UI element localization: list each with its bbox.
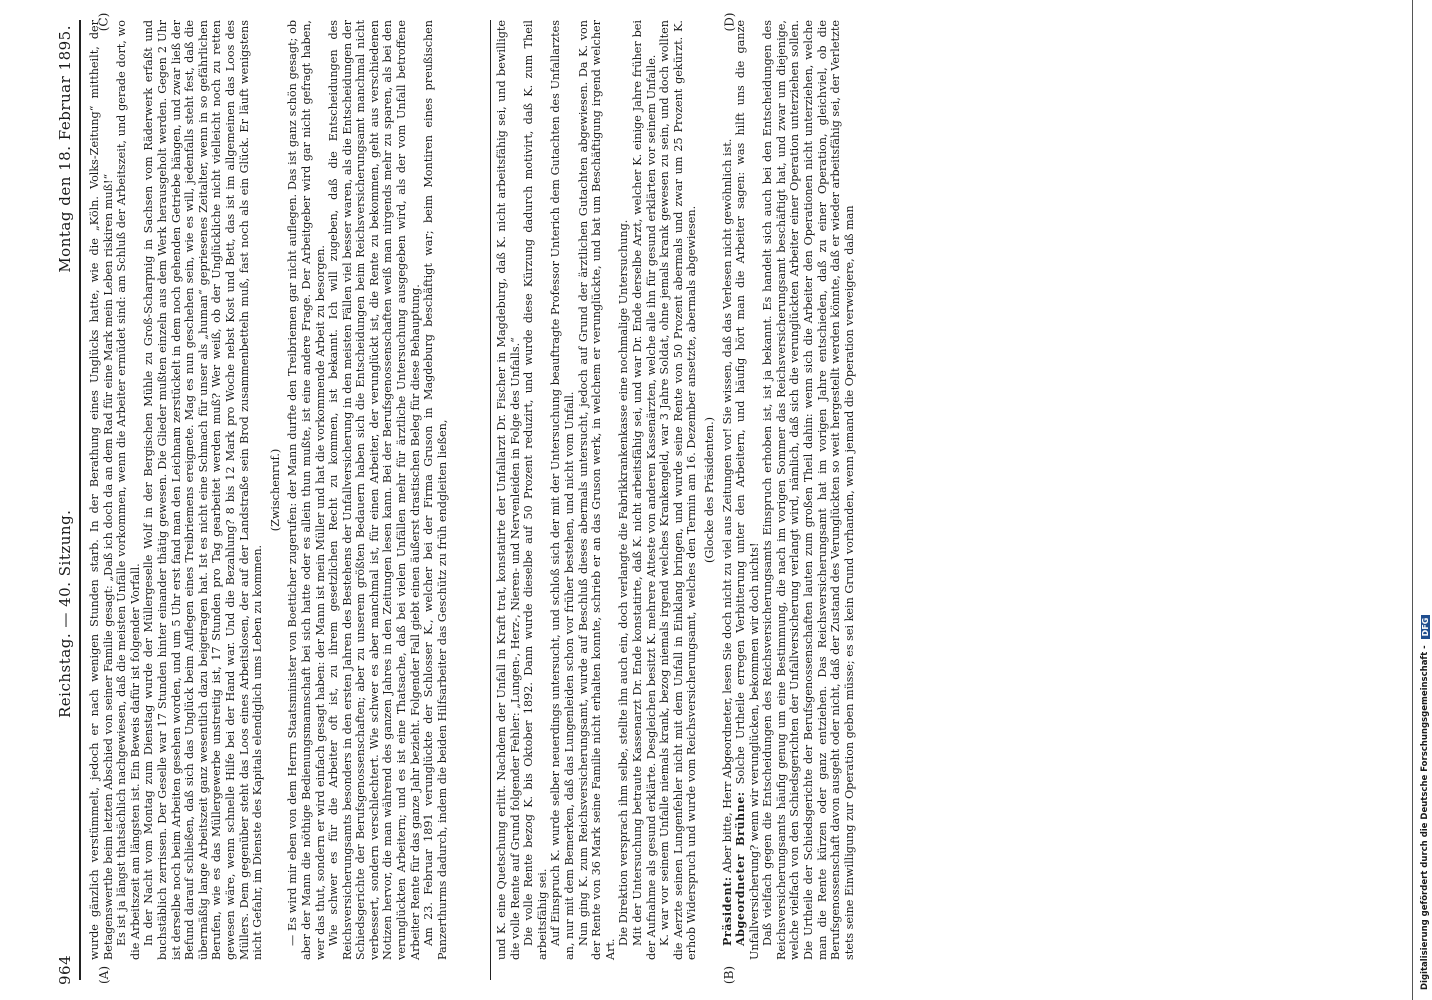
page-edge-rule bbox=[1412, 0, 1413, 1000]
paragraph: — Es wird mir eben von dem Herrn Staatsminister von Boetticher zugerufen: der Mann durfte den Treibriemen gar nicht auflegen. Das ist ganz schön gesagt; ob aber der Mann die nöthige Bedienungsmannschaft bei sich hatte oder es allein thun mußte, ist eine andere Frage. Der Arbeitgeber wird gar nicht gefragt haben, wer das thut, sondern er wird einfach gesagt haben: der Mann ist mein Müller und hat die vorkommende Arbeit zu besorgen. bbox=[286, 20, 327, 960]
paragraph: In der Nacht vom Montag zum Dienstag wurde der Müllergeselle Wolf in der Bergischen Mühle zu Groß-Scharpnig in Sachsen vom Räderwerk erfaßt und buchstäblich zerrissen. Der Geselle war 17 Stunden hinter einander thätig gewesen. Die Glieder mußten einzeln aus dem Werk herausgeholt werden. Gegen 2 Uhr ist derselbe noch beim Arbeiten gesehen worden, und um 5 Uhr erst fand man den Leichnam zerstückelt in dem noch gehenden Getriebe hängen, und zwar ließ der Befund darauf schließen, daß sich das Unglück beim Auflegen eines Treibriemens ereignete. Mag es nun geschehen sein, wie es will, jedenfalls steht fest, daß die übermäßig lange Arbeitszeit ganz wesentlich dazu beigetragen hat. Ist es nicht eine Schmach für unser als „human“ gepriesenes Zeitalter, wenn in so gefährlichen Berufen, wie es das Müllergewerbe unstreitig ist, 17 Stunden pro Tag gearbeitet werden muß? Wer weiß, ob der Unglückliche nicht vielleicht noch zu retten gewesen wäre, wenn schnelle Hilfe bei der Hand war. Und die Bezahlung? 8 bis 12 Mark pro Woche nebst Kost und Bett, das ist im allgemeinen das Loos des Müllers. Dem gegenüber steht das Loos eines Arbeitslosen, der auf der Landstraße sein Brod zusammenbetteln muß, fast noch als ein Glück. Er läuft wenigstens nicht Gefahr, im Dienste des Kapitals elendiglich ums Leben zu kommen. bbox=[142, 20, 265, 960]
margin-marker-a: (A) bbox=[97, 965, 112, 985]
speaker-president: Präsident: bbox=[719, 876, 734, 946]
president-bell-note: (Glocke des Präsidenten.) bbox=[702, 417, 716, 564]
paragraph: Die volle Rente bezog K. bis Oktober 1892. Dann wurde dieselbe auf 50 Prozent reduzirt, und wurde diese Kürzung dadurch motivirt, daß K. zum Theil arbeitsfähig sei. bbox=[522, 20, 549, 960]
speaker-bruehne: Abgeordneter Brühne: bbox=[733, 791, 748, 946]
paragraph: K. war vor seinem Unfalle niemals krank, bezog niemals irgend welches Krankengeld, war 3 Jahre Soldat, ohne jemals krank gewesen zu sein, und doch wollten die Aerzte seinen Lungenfehler nicht mit dem Unfall in Einklang bringen, und wurde seine Rente von 50 Prozent abermals und zwar um 25 Prozent gekürzt. K. erhob Widerspruch und wurde vom Reichsversicherungsamt, welches den Termin am 16. Dezember ansetzte, abermals abgewiesen. bbox=[658, 20, 699, 960]
text-column-left bbox=[88, 20, 486, 960]
header-rule bbox=[79, 20, 81, 980]
digitization-credit bbox=[1418, 10, 1432, 990]
paragraph: Auf Einspruch K. wurde selber neuerdings untersucht, und schloß sich der mit der Untersuchung beauftragte Professor Unterich dem Gutachten des Unfallarztes an, nur mit dem Bemerken, daß das Lungenleiden schon vor früher bestehen, und nicht vom Unfall. bbox=[549, 20, 576, 960]
president-remark bbox=[721, 20, 735, 960]
session-title: Reichstag. — 40. Sitzung. bbox=[56, 509, 74, 718]
speaker-text: Solche Urtheile erregen Verbitterung unter den Arbeitern, und häufig hört man die Arbeiter sagen: was hilft uns die ganze Unfallversicherung? wenn wir verunglücken, bekommen wir doch nichts! bbox=[734, 20, 761, 960]
paragraph: wurde gänzlich verstümmelt, jedoch er nach wenigen Stunden starb. In der Berathung eines Unglücks hatte, wie die „Köln. Volks-Zeitung“ mittheilt, der Betagenswerthe beim letzten Abschied von seiner Familie gesagt: „Daß ich doch da an dem Rad für eine Mark mein Leben riskiren muß!“ bbox=[88, 20, 115, 960]
paragraph: Nun ging K. zum Reichsversicherungsamt, wurde auf Beschluß dieses abermals untersucht, jedoch auf Grund der ärztlichen Gutachten abgewiesen. Da K. von der Rente von 36 Mark seine Familie nicht erhalten konnte, schrieb er an das Gruson werk, in welchem er verunglückte, und bat um Beschäftigung irgend welcher Art. bbox=[576, 20, 617, 960]
session-date: Montag den 18. Februar 1895. bbox=[56, 25, 74, 273]
paragraph: Es ist ja längst thatsächlich nachgewiesen, daß die meisten Unfälle vorkommen, wenn die Arbeiter ermüdet sind: am Schluß der Arbeitszeit, und gerade dort, wo die Arbeitszeit am längsten ist. Ein Beweis dafür ist folgender Vorfall. bbox=[115, 20, 142, 960]
credit-text: Digitalisierung gefördert durch die Deutsche Forschungsgemeinschaft - bbox=[1420, 645, 1430, 990]
paragraph: Am 23. Februar 1891 verunglückte der Schlosser K., welcher bei der Firma Gruson in Magdeburg beschäftigt war; beim Montiren eines preußischen Panzerthurms dadurch, indem die beiden Hilfsarbeiter das Geschütz zu früh endgleiten ließen, bbox=[422, 20, 449, 960]
margin-marker-c: (C) bbox=[96, 12, 111, 32]
margin-marker-b: (B) bbox=[722, 965, 737, 985]
dfg-logo: DFG bbox=[1421, 615, 1430, 640]
running-header bbox=[52, 25, 78, 985]
interjection-note: (Zwischenruf.) bbox=[268, 448, 282, 532]
paragraph: und K. eine Quetschung erlitt. Nachdem der Unfall in Kraft trat, konstatirte der Unfallarzt Dr. Fischer in Magdeburg, daß K. nicht arbeitsfähig sei, und bewilligte die volle Rente auf Grund folgender Fehler: „Lungen-, Herz-, Nieren- und Nervenleiden in Folge des Unfalls.“ bbox=[495, 20, 522, 960]
speaker-remark bbox=[734, 20, 761, 960]
paragraph: Die Direktion versprach ihm selbe, stellte ihn auch ein, doch verlangte die Fabrikkrankenkasse eine nochmalige Untersuchung. bbox=[617, 219, 631, 946]
margin-marker-d: (D) bbox=[722, 12, 737, 32]
column-divider bbox=[490, 20, 491, 980]
president-text: Aber bitte, Herr Abgeordneter, lesen Sie doch nicht zu viel aus Zeitungen vor! Sie wissen, daß das Verlesen nicht gewöhnlich ist. bbox=[720, 138, 734, 877]
paragraph: Daß vielfach gegen die Entscheidungen des Reichsversicherungsamts Einspruch erhoben ist, ist ja bekannt. Es handelt sich auch bei den Entscheidungen des Reichsversicherungsamts häufig genug um eine Bestimmung, die nach im vorigen Sommer das Reichsversicherungsamt beschäftigt hat, und zwar um diejenige, welche vielfach von den Schiedsgerichten der Unfallversicherung verlangt wird, nämlich, daß sich die verunglückten Arbeiter einer Operation unterziehen sollen. Die Urtheile der Schiedsgerichte der Berufsgenossenschaften lauten zum großen Theil dahin: wenn sich die Arbeiter den Operationen nicht unterziehen, welche man die Rente kürzen oder ganz entziehen. Das Reichsversicherungsamt hat im vorigen Jahre entschieden, daß zu einer Operation, gleichviel, ob die Berufsgenossenschaft davon ausgeht oder nicht, daß der Zustand des Verunglückten so weit hergestellt werden könnte, daß er wieder arbeitsfähig sei, der Verletzte stets seine Einwilligung zur Operation geben müsse; es sei kein Grund vorhanden, wenn jemand die Operation verweigere, daß man bbox=[761, 20, 856, 960]
page-number: 964 bbox=[56, 954, 74, 985]
paragraph: Wie schwer es für die Arbeiter oft ist, zu ihrem gesetzlichen Recht zu kommen, ist bekannt. Ich will zugeben, daß die Entscheidungen des Reichsversicherungsamts besonders in den ersten Jahren des Bestehens der Unfallversicherung in den meisten Fällen viel besser waren, als die Entscheidungen der Schiedsgerichte der Berufsgenossenschaften; aber zu unserem größten Bedauern haben sich die Entscheidungen beim Reichsversicherungsamt manchmal nicht verbessert, sondern verschlechtert. Wie schwer es aber manchmal ist, für einen Arbeiter, der verunglückt ist, die Rente zu bekommen, geht aus verschiedenen Notizen hervor, die man während des ganzen Jahres in den Zeitungen lesen kann. Bei der Berufsgenossenschaften weiß man nirgends mehr zu sparen, als bei den verunglückten Arbeitern; und es ist eine Thatsache, daß bei vielen Unfällen mehr für ärztliche Untersuchung ausgegeben wird, als der vom Unfall betroffene Arbeiter Rente für das ganze Jahr bezieht. Folgender Fall giebt einen äußerst drastischen Beleg für diese Behauptung. bbox=[327, 20, 422, 960]
paragraph: Mit der Untersuchung betraute Kassenarzt Dr. Ende konstatirte, daß K. nicht arbeitsfähig sei, und war Dr. Ende derselbe Arzt, welcher K. einige Jahre früher bei der Aufnahme als gesund erklärte. Desgleichen besitzt K. mehrere Atteste von anderen Kassenärzten, welche alle ihn für gesund erklärten vor seinem Unfalle. bbox=[630, 20, 658, 960]
text-column-right bbox=[495, 20, 856, 960]
